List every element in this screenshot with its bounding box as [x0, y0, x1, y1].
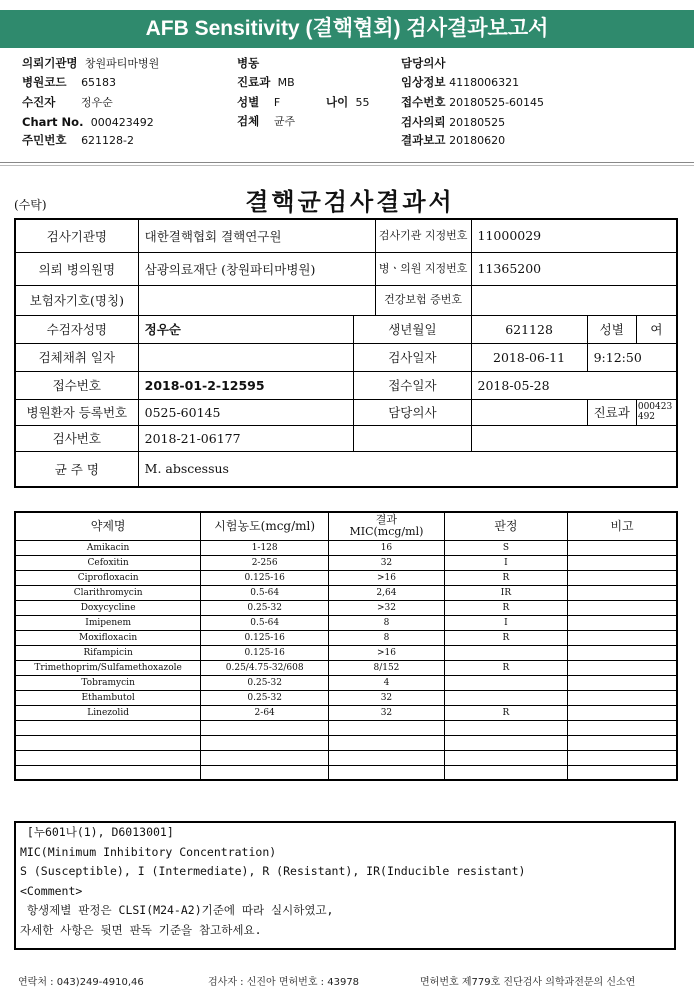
cell-range: 0.125-16 — [201, 630, 329, 645]
client-label: 의뢰 병의원명 — [15, 252, 138, 285]
header-sex: 성별 F — [237, 95, 281, 109]
header-chart-no: Chart No. 000423492 — [22, 115, 154, 129]
exam-org: 대한결핵협회 결핵연구원 — [138, 219, 375, 252]
cell-drug: Moxifloxacin — [15, 630, 201, 645]
header-divider — [0, 162, 694, 163]
cell-mic: 32 — [329, 705, 445, 720]
header-report-date: 결과보고 20180620 — [401, 133, 506, 147]
cell-range: 0.25-32 — [201, 675, 329, 690]
cell-note — [568, 540, 677, 555]
cell-drug: Ethambutol — [15, 690, 201, 705]
test-no-label: 검사번호 — [15, 425, 138, 451]
table-row — [15, 555, 677, 570]
header-resident-no: 주민번호 621128-2 — [22, 133, 135, 147]
card-no-label: 건강보험 증번호 — [375, 285, 471, 315]
drug-table — [14, 511, 678, 781]
cell-note — [568, 600, 677, 615]
client-no-label: 병ㆍ의원 지정번호 — [375, 252, 471, 285]
sex: 여 — [636, 315, 677, 343]
notes-box — [14, 821, 676, 950]
cell-drug — [15, 765, 201, 780]
dept-label: 진료과 — [587, 399, 636, 425]
client-no: 11365200 — [471, 252, 677, 285]
dob: 621128 — [471, 315, 587, 343]
cell-note — [568, 750, 677, 765]
cell-drug: Rifampicin — [15, 645, 201, 660]
footer-licensee: 면허번호 제779호 진단검사 의학과전문의 신소연 — [420, 977, 636, 988]
doctor-label: 담당의사 — [354, 399, 471, 425]
report-banner: AFB Sensitivity (결핵협회) 검사결과보고서 — [0, 10, 694, 48]
exam-org-label: 검사기관명 — [15, 219, 138, 252]
cell-judge — [444, 735, 567, 750]
cell-judge: I — [444, 555, 567, 570]
blank-cell — [471, 425, 677, 451]
header-client-org: 의뢰기관명 창원파티마병원 — [22, 56, 160, 70]
cell-note — [568, 705, 677, 720]
receipt-no-label: 접수번호 — [15, 371, 138, 399]
header-receipt-no: 접수번호 20180525-60145 — [401, 95, 545, 109]
cell-note — [568, 660, 677, 675]
notes-line: 항생제별 판정은 CLSI(M24-A2)기준에 따라 실시하였고, — [20, 903, 334, 917]
col-drug: 약제명 — [15, 512, 201, 540]
cell-note — [568, 570, 677, 585]
cell-range: 0.25-32 — [201, 690, 329, 705]
cell-note — [568, 630, 677, 645]
cell-mic: 4 — [329, 675, 445, 690]
col-range: 시험농도(mcg/ml) — [201, 512, 329, 540]
test-time: 9:12:50 — [587, 343, 677, 371]
table-row — [15, 540, 677, 555]
cell-judge: R — [444, 660, 567, 675]
col-note: 비고 — [568, 512, 677, 540]
patient-name: 정우순 — [138, 315, 354, 343]
receipt-no: 2018-01-2-12595 — [138, 371, 354, 399]
cell-note — [568, 675, 677, 690]
dob-label: 생년월일 — [354, 315, 471, 343]
table-row — [15, 615, 677, 630]
header-specimen: 검체 균주 — [237, 114, 296, 128]
cell-drug: Imipenem — [15, 615, 201, 630]
table-row — [15, 720, 677, 735]
cell-judge: R — [444, 705, 567, 720]
receipt-date-label: 접수일자 — [354, 371, 471, 399]
header-request-date: 검사의뢰 20180525 — [401, 115, 506, 129]
cell-range: 2-256 — [201, 555, 329, 570]
exam-info-table — [14, 218, 678, 488]
header-patient: 수진자 정우순 — [22, 95, 113, 109]
exam-org-no: 11000029 — [471, 219, 677, 252]
cell-range — [201, 720, 329, 735]
exam-org-no-label: 검사기관 지정번호 — [375, 219, 471, 252]
cell-judge: S — [444, 540, 567, 555]
cell-range: 0.125-16 — [201, 570, 329, 585]
test-date-label: 검사일자 — [354, 343, 471, 371]
cell-range — [201, 750, 329, 765]
cell-drug — [15, 735, 201, 750]
cell-mic — [329, 720, 445, 735]
cell-drug: Amikacin — [15, 540, 201, 555]
table-row — [15, 630, 677, 645]
cell-note — [568, 735, 677, 750]
test-date: 2018-06-11 — [471, 343, 587, 371]
cell-mic: >16 — [329, 645, 445, 660]
cell-range — [201, 765, 329, 780]
cell-drug: Linezolid — [15, 705, 201, 720]
header-doctor: 담당의사 — [401, 56, 446, 70]
blank-cell — [354, 425, 471, 451]
table-row — [15, 690, 677, 705]
cell-judge: I — [444, 615, 567, 630]
table-row — [15, 645, 677, 660]
header-hospital-code: 병원코드 65183 — [22, 75, 117, 89]
cell-drug: Cefoxitin — [15, 555, 201, 570]
insurer — [138, 285, 375, 315]
cell-mic — [329, 750, 445, 765]
cell-judge — [444, 645, 567, 660]
cell-mic: 8/152 — [329, 660, 445, 675]
cell-note — [568, 690, 677, 705]
cell-judge: R — [444, 600, 567, 615]
cell-judge: IR — [444, 585, 567, 600]
cell-note — [568, 765, 677, 780]
cell-mic: 8 — [329, 630, 445, 645]
strain-label: 균 주 명 — [15, 451, 138, 487]
card-no — [471, 285, 677, 315]
cell-mic — [329, 765, 445, 780]
insurer-label: 보험자기호(명칭) — [15, 285, 138, 315]
col-mic-top: 결과 — [375, 513, 398, 527]
table-row — [15, 675, 677, 690]
sex-label: 성별 — [587, 315, 636, 343]
reg-no-label: 병원환자 등록번호 — [15, 399, 138, 425]
cell-drug: Clarithromycin — [15, 585, 201, 600]
table-row — [15, 750, 677, 765]
receipt-date: 2018-05-28 — [471, 371, 677, 399]
cell-note — [568, 555, 677, 570]
cell-mic: >16 — [329, 570, 445, 585]
cell-drug: Trimethoprim/Sulfamethoxazole — [15, 660, 201, 675]
test-no: 2018-21-06177 — [138, 425, 354, 451]
cell-mic: 32 — [329, 555, 445, 570]
cell-mic — [329, 735, 445, 750]
table-row — [15, 570, 677, 585]
reg-no: 0525-60145 — [138, 399, 354, 425]
cell-drug: Ciprofloxacin — [15, 570, 201, 585]
cell-note — [568, 615, 677, 630]
table-row — [15, 585, 677, 600]
cell-mic: 8 — [329, 615, 445, 630]
cell-mic: >32 — [329, 600, 445, 615]
cell-range: 0.5-64 — [201, 615, 329, 630]
cell-range: 0.25-32 — [201, 600, 329, 615]
cell-drug: Tobramycin — [15, 675, 201, 690]
cell-range: 0.5-64 — [201, 585, 329, 600]
table-row — [15, 600, 677, 615]
header-divider-shadow — [0, 165, 694, 166]
table-row — [15, 735, 677, 750]
table-row — [15, 660, 677, 675]
header-ward: 병동 — [237, 56, 260, 70]
cell-judge — [444, 720, 567, 735]
cell-judge: R — [444, 570, 567, 585]
cell-note — [568, 585, 677, 600]
cell-judge — [444, 750, 567, 765]
cell-drug — [15, 720, 201, 735]
cell-range: 0.25/4.75-32/608 — [201, 660, 329, 675]
cell-range: 1-128 — [201, 540, 329, 555]
cell-mic: 16 — [329, 540, 445, 555]
patient-label: 수검자성명 — [15, 315, 138, 343]
notes-line: 자세한 사항은 뒷면 판독 기준을 참고하세요. — [20, 922, 262, 937]
notes-line: <Comment> — [20, 883, 83, 898]
cell-note — [568, 720, 677, 735]
col-mic — [329, 512, 445, 540]
cell-note — [568, 645, 677, 660]
col-mic-unit: MIC(mcg/ml) — [349, 525, 424, 539]
cell-range — [201, 735, 329, 750]
cell-mic: 2,64 — [329, 585, 445, 600]
footer-contact: 연락처 : 043)249-4910,46 — [18, 977, 144, 988]
cell-drug — [15, 750, 201, 765]
document-title: 결핵균검사결과서 — [245, 187, 455, 216]
table-row — [15, 765, 677, 780]
header-clinical-info: 임상정보 4118006321 — [401, 75, 520, 89]
strain: M. abscessus — [138, 451, 677, 487]
cell-judge — [444, 765, 567, 780]
table-row — [15, 705, 677, 720]
cell-judge — [444, 690, 567, 705]
doctor — [471, 399, 587, 425]
collect-label: 검체채취 일자 — [15, 343, 138, 371]
cell-judge: R — [444, 630, 567, 645]
footer-examiner: 검사자 : 신진아 면허번호 : 43978 — [208, 977, 360, 988]
notes-line: MIC(Minimum Inhibitory Concentration) — [20, 844, 277, 859]
cell-mic: 32 — [329, 690, 445, 705]
notes-line: S (Susceptible), I (Intermediate), R (Resistant), IR(Inducible resistant) — [20, 864, 526, 878]
cell-range: 2-64 — [201, 705, 329, 720]
header-dept: 진료과 MB — [237, 75, 295, 89]
request-tag: (수탁) — [14, 198, 47, 212]
header-age: 나이 55 — [326, 95, 370, 109]
dept: 000423492 — [636, 399, 677, 425]
col-judge: 판정 — [444, 512, 567, 540]
client: 삼광의료재단 (창원파티마병원) — [138, 252, 375, 285]
cell-range: 0.125-16 — [201, 645, 329, 660]
cell-judge — [444, 675, 567, 690]
cell-drug: Doxycycline — [15, 600, 201, 615]
notes-line: [누601나(1), D6013001] — [20, 825, 174, 839]
collect-date — [138, 343, 354, 371]
